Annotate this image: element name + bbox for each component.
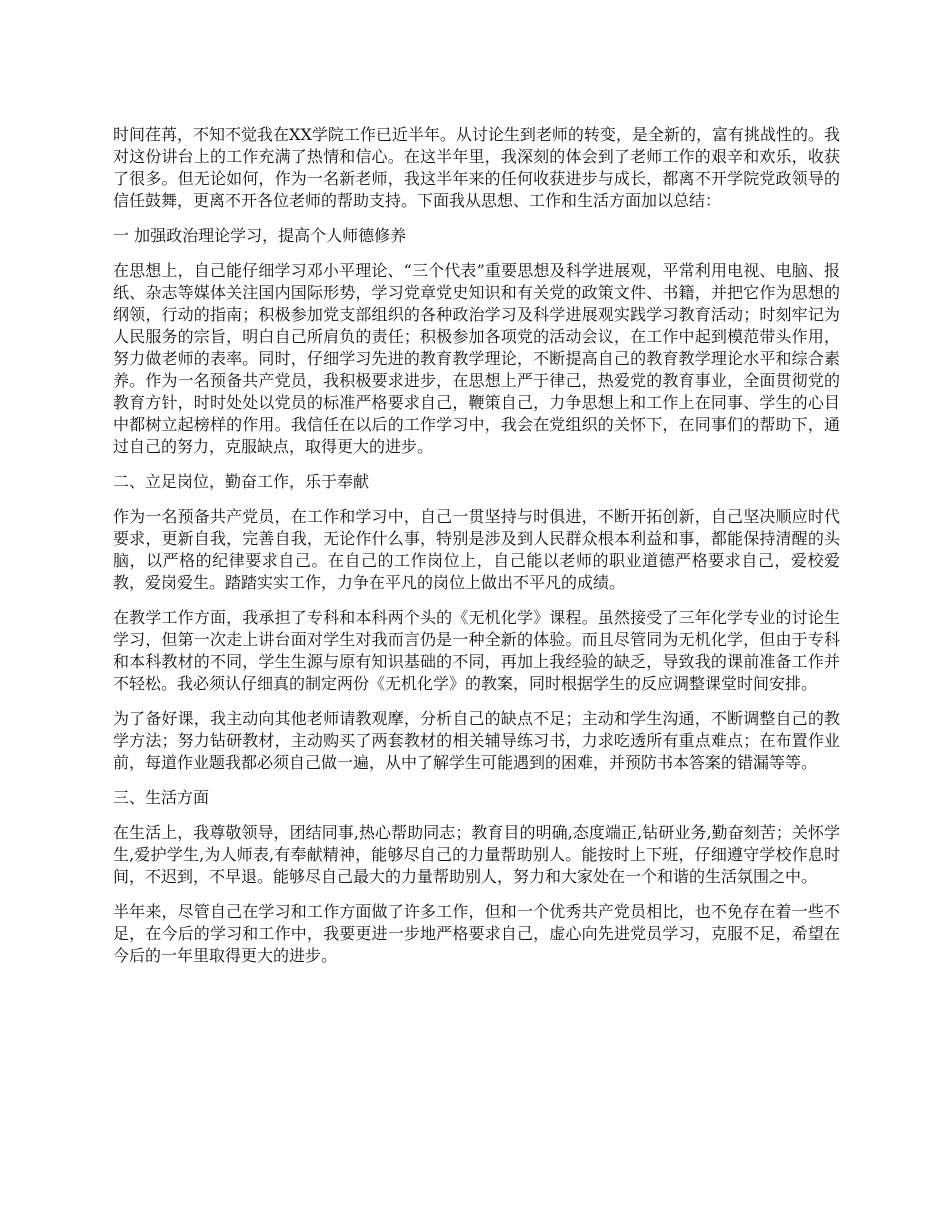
paragraph-conclusion: 半年来，尽管自己在学习和工作方面做了许多工作，但和一个优秀共产党员相比，也不免存在着一些不足，在今后的学习和工作中，我要更进一步地严格要求自己，虚心向先进党员学习，克服不足，希望在今后的一年里取得更大的进步。: [113, 902, 840, 965]
section-heading-2: 二、立足岗位，勤奋工作，乐于奉献: [113, 472, 370, 491]
paragraph-life: 在生活上，我尊敬领导，团结同事,热心帮助同志；教育目的明确,态度端正,钻研业务,勤奋刻苦；关怀学生,爱护学生,为人师表,有奉献精神，能够尽自己的力量帮助别人。能按时上下班，仔细遵守学校作息时间，不迟到，不早退。能够尽自己最大的力量帮助别人，努力和大家处在一个和谐的生活氛围之中。: [113, 823, 840, 886]
document-page: [113, 124, 840, 980]
section-heading-1: 一 加强政治理论学习，提高个人师德修养: [113, 226, 407, 245]
section-heading-3: 三、生活方面: [113, 788, 210, 807]
paragraph-teaching: 在教学工作方面，我承担了专科和本科两个头的《无机化学》课程。虽然接受了三年化学专业的讨论生学习，但第一次走上讲台面对学生对我而言仍是一种全新的体验。而且尽管同为无机化学，但由于专科和本科教材的不同，学生生源与原有知识基础的不同，再加上我经验的缺乏，导致我的课前准备工作并不轻松。我必须认仔细真的制定两份《无机化学》的教案，同时根据学生的反应调整课堂时间安排。: [113, 608, 840, 693]
paragraph-lesson-prep: 为了备好课，我主动向其他老师请教观摩，分析自己的缺点不足；主动和学生沟通，不断调整自己的教学方法；努力钻研教材，主动购买了两套教材的相关辅导练习书，力求吃透所有重点难点；在布置作业前，每道作业题我都必须自己做一遍，从中了解学生可能遇到的困难，并预防书本答案的错漏等等。: [113, 709, 840, 772]
paragraph-work-attitude: 作为一名预备共产党员，在工作和学习中，自己一贯坚持与时俱进，不断开拓创新，自己坚决顺应时代要求，更新自我，完善自我，无论作什么事，特别是涉及到人民群众根本利益和事，都能保持清醒的头脑，以严格的纪律要求自己。在自己的工作岗位上，自己能以老师的职业道德严格要求自己，爱校爱教，爱岗爱生。踏踏实实工作，力争在平凡的岗位上做出不平凡的成绩。: [113, 507, 840, 592]
intro-paragraph: 时间荏苒，不知不觉我在XX学院工作已近半年。从讨论生到老师的转变，是全新的，富有挑战性的。我对这份讲台上的工作充满了热情和信心。在这半年里，我深刻的体会到了老师工作的艰辛和欢乐，收获了很多。但无论如何，作为一名新老师，我这半年来的任何收获进步与成长，都离不开学院党政领导的信任鼓舞，更离不开各位老师的帮助支持。下面我从思想、工作和生活方面加以总结：: [113, 125, 840, 210]
paragraph-ideology: 在思想上，自己能仔细学习邓小平理论、“三个代表”重要思想及科学进展观，平常利用电视、电脑、报纸、杂志等媒体关注国内国际形势，学习党章党史知识和有关党的政策文件、书籍，并把它作为思想的纲领，行动的指南；积极参加党支部组织的各种政治学习及科学进展观实践学习教育活动；时刻牢记为人民服务的宗旨，明白自己所肩负的责任；积极参加各项党的活动会议，在工作中起到模范带头作用，努力做老师的表率。同时，仔细学习先进的教育教学理论，不断提高自己的教育教学理论水平和综合素养。作为一名预备共产党员，我积极要求进步，在思想上严于律己，热爱党的教育事业，全面贯彻党的教育方针，时时处处以党员的标准严格要求自己，鞭策自己，力争思想上和工作上在同事、学生的心目中都树立起榜样的作用。我信任在以后的工作学习中，我会在党组织的关怀下，在同事们的帮助下，通过自己的努力，克服缺点，取得更大的进步。: [113, 261, 840, 456]
